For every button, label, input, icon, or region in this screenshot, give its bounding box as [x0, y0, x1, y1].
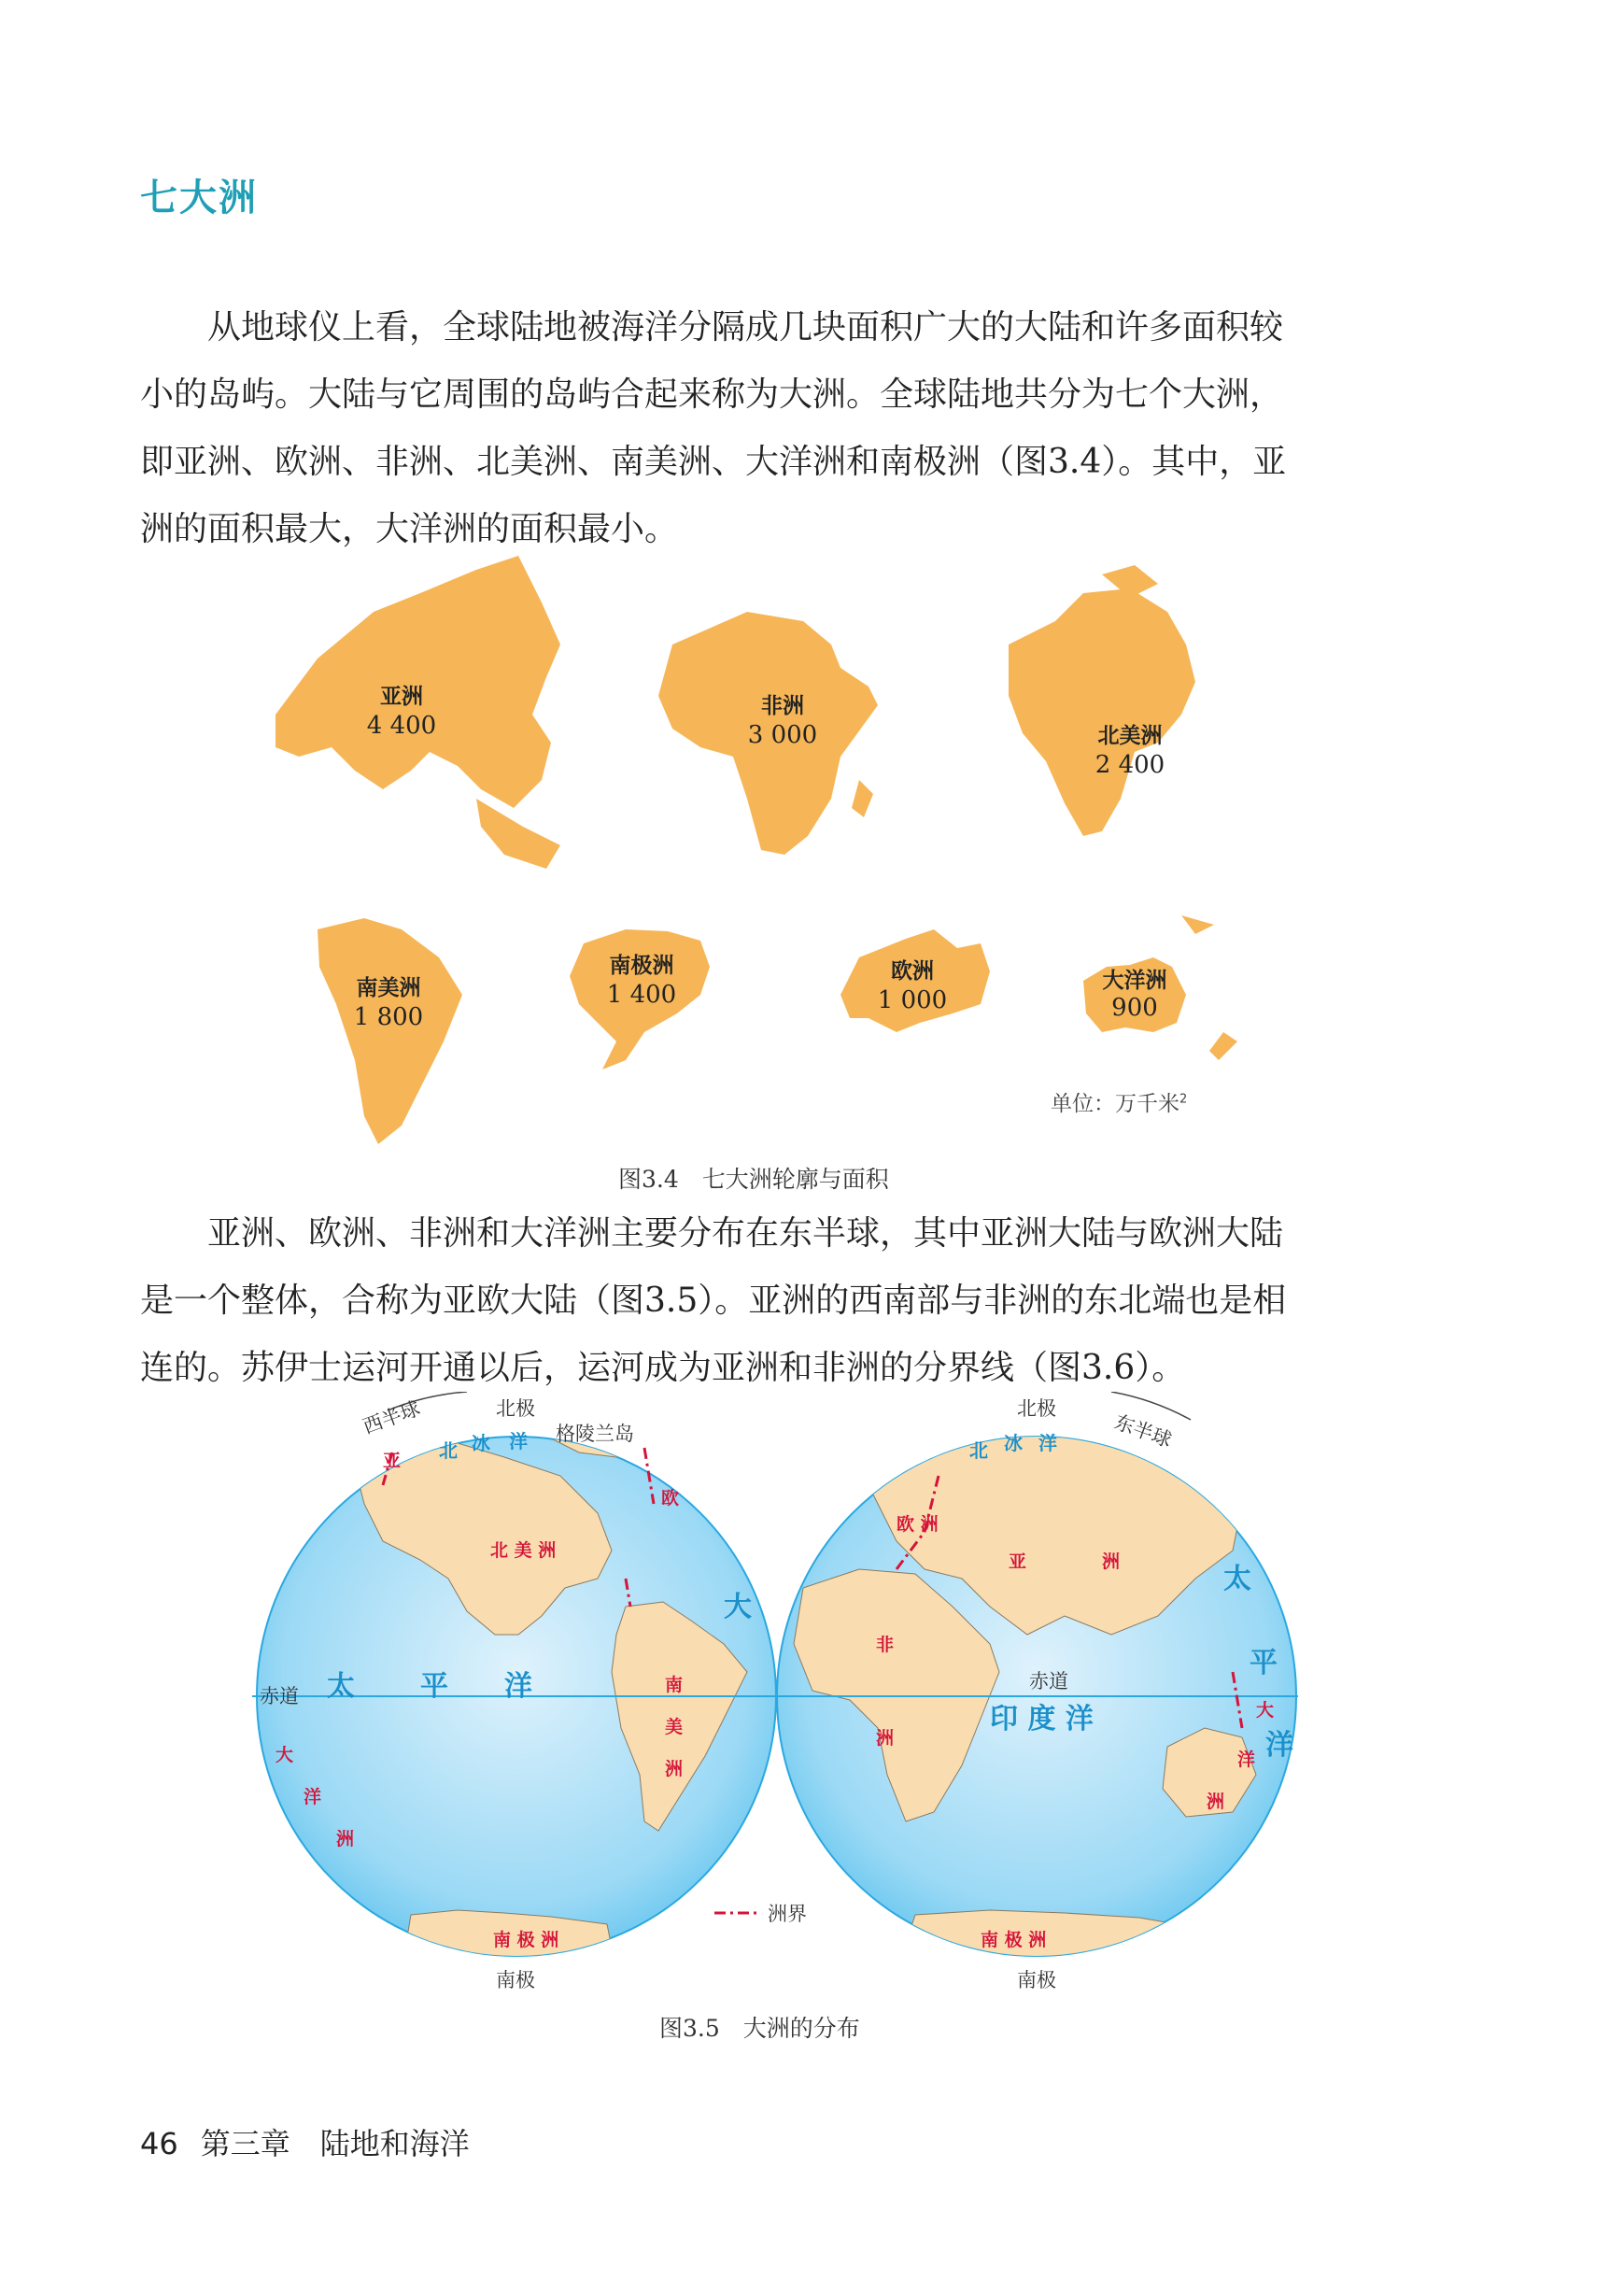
continent-area-oceania: 900 [1111, 994, 1158, 1022]
paragraph-intro [140, 294, 1410, 563]
continent-area-africa: 3 000 [747, 721, 818, 749]
east-arctic-char: 北 [969, 1439, 988, 1462]
continent-name-oceania: 大洋洲 [1102, 969, 1167, 993]
continent-name-north-america: 北美洲 [1097, 724, 1163, 748]
continent-name-africa: 非洲 [761, 694, 804, 718]
indian-ocean-label: 印 度 洋 [990, 1703, 1094, 1735]
west-oceania-char: 大 [275, 1745, 294, 1765]
east-arctic-char: 冰 [1004, 1432, 1023, 1454]
east-arctic-char: 洋 [1038, 1432, 1057, 1454]
atlantic-char: 大 [724, 1591, 752, 1623]
figure-hemispheres-map [243, 1392, 1326, 2008]
east-pacific-char: 太 [1223, 1563, 1251, 1595]
east-oceania-char: 洋 [1237, 1750, 1256, 1770]
paragraph-line: 即亚洲、欧洲、非洲、北美洲、南美洲、大洋洲和南极洲（图3.4）。其中，亚 [140, 443, 1287, 481]
asia-char: 洲 [1102, 1551, 1121, 1572]
west-north-pole-label: 北极 [496, 1397, 535, 1420]
west-europe-fragment: 欧 [661, 1488, 680, 1509]
continent-name-antarctica: 南极洲 [609, 954, 674, 978]
africa-char: 非 [876, 1635, 895, 1655]
boundary-legend [714, 1903, 807, 1925]
chapter-title: 第三章 陆地和海洋 [200, 2126, 470, 2161]
west-asia-fragment: 亚 [383, 1451, 402, 1471]
east-pacific-char: 洋 [1265, 1729, 1293, 1762]
east-south-pole-label: 南极 [1017, 1969, 1056, 1991]
continent-area-south-america: 1 800 [353, 1003, 424, 1031]
east-oceania-char: 洲 [1207, 1792, 1225, 1812]
west-arctic-char: 洋 [509, 1430, 528, 1452]
continent-area-antarctica: 1 400 [606, 981, 677, 1009]
south-america-char: 美 [665, 1717, 684, 1737]
north-america-label: 北 美 洲 [490, 1540, 557, 1561]
paragraph-line: 小的岛屿。大陆与它周围的岛屿合起来称为大洲。全球陆地共分为七个大洲， [140, 375, 1284, 414]
legend-label: 洲界 [768, 1903, 807, 1925]
africa-char: 洲 [876, 1728, 895, 1749]
figure-continents-outline [261, 556, 1289, 1154]
east-north-pole-label: 北极 [1017, 1397, 1056, 1420]
page-number: 46 [140, 2126, 178, 2161]
west-equator-label: 赤道 [260, 1685, 299, 1707]
paragraph-line: 是一个整体，合称为亚欧大陆（图3.5）。亚洲的西南部与非洲的东北端也是相 [140, 1282, 1287, 1320]
west-pacific-char: 洋 [504, 1670, 532, 1703]
figure-caption-3-5: 图3.5 大洲的分布 [659, 2015, 860, 2042]
page-footer [140, 2120, 470, 2163]
continent-name-europe: 欧洲 [891, 959, 934, 984]
east-antarctica-label: 南 极 洲 [981, 1930, 1047, 1950]
western-hemisphere [252, 1392, 840, 1991]
west-oceania-char: 洲 [336, 1829, 355, 1849]
west-antarctica-label: 南 极 洲 [493, 1930, 559, 1950]
east-pacific-char: 平 [1250, 1647, 1278, 1679]
continent-name-asia: 亚洲 [380, 685, 423, 709]
paragraph-line: 亚洲、欧洲、非洲和大洋洲主要分布在东半球，其中亚洲大陆与欧洲大陆 [207, 1214, 1284, 1253]
south-america-char: 南 [665, 1675, 684, 1695]
asia-shape [275, 556, 560, 808]
west-pacific-char: 太 [327, 1670, 355, 1703]
west-oceania-char: 洋 [304, 1787, 322, 1807]
paragraph-eurasia [140, 1200, 1410, 1402]
west-pacific-char: 平 [420, 1670, 448, 1703]
figure-caption-3-4: 图3.4 七大洲轮廓与面积 [618, 1166, 889, 1193]
paragraph-line: 连的。苏伊士运河开通以后，运河成为亚洲和非洲的分界线（图3.6）。 [140, 1349, 1186, 1387]
east-oceania-char: 大 [1256, 1700, 1275, 1721]
europe-label: 欧 洲 [897, 1514, 939, 1535]
eastern-hemisphere [775, 1392, 1298, 1991]
paragraph-line: 从地球仪上看，全球陆地被海洋分隔成几块面积广大的大陆和许多面积较 [207, 308, 1284, 347]
south-america-shape [318, 918, 462, 1144]
continent-area-asia: 4 400 [366, 712, 437, 740]
west-arctic-char: 北 [439, 1439, 458, 1462]
greenland-label: 格陵兰岛 [556, 1423, 634, 1445]
section-title: 七大洲 [140, 177, 258, 220]
continent-area-north-america: 2 400 [1094, 751, 1165, 779]
east-equator-label: 赤道 [1029, 1670, 1068, 1693]
east-hemisphere-label: 东半球 [1111, 1410, 1175, 1452]
continent-area-europe: 1 000 [877, 986, 948, 1014]
unit-label: 单位：万千米$^2$ [1051, 1092, 1188, 1116]
north-america-shape [1009, 588, 1195, 836]
paragraph-line: 洲的面积最大，大洋洲的面积最小。 [140, 510, 679, 548]
west-arctic-char: 冰 [472, 1432, 490, 1454]
west-south-pole-label: 南极 [496, 1969, 535, 1991]
south-america-char: 洲 [665, 1759, 684, 1779]
asia-char: 亚 [1009, 1551, 1027, 1572]
continent-name-south-america: 南美洲 [356, 976, 421, 1000]
west-hemisphere-label: 西半球 [360, 1396, 423, 1438]
